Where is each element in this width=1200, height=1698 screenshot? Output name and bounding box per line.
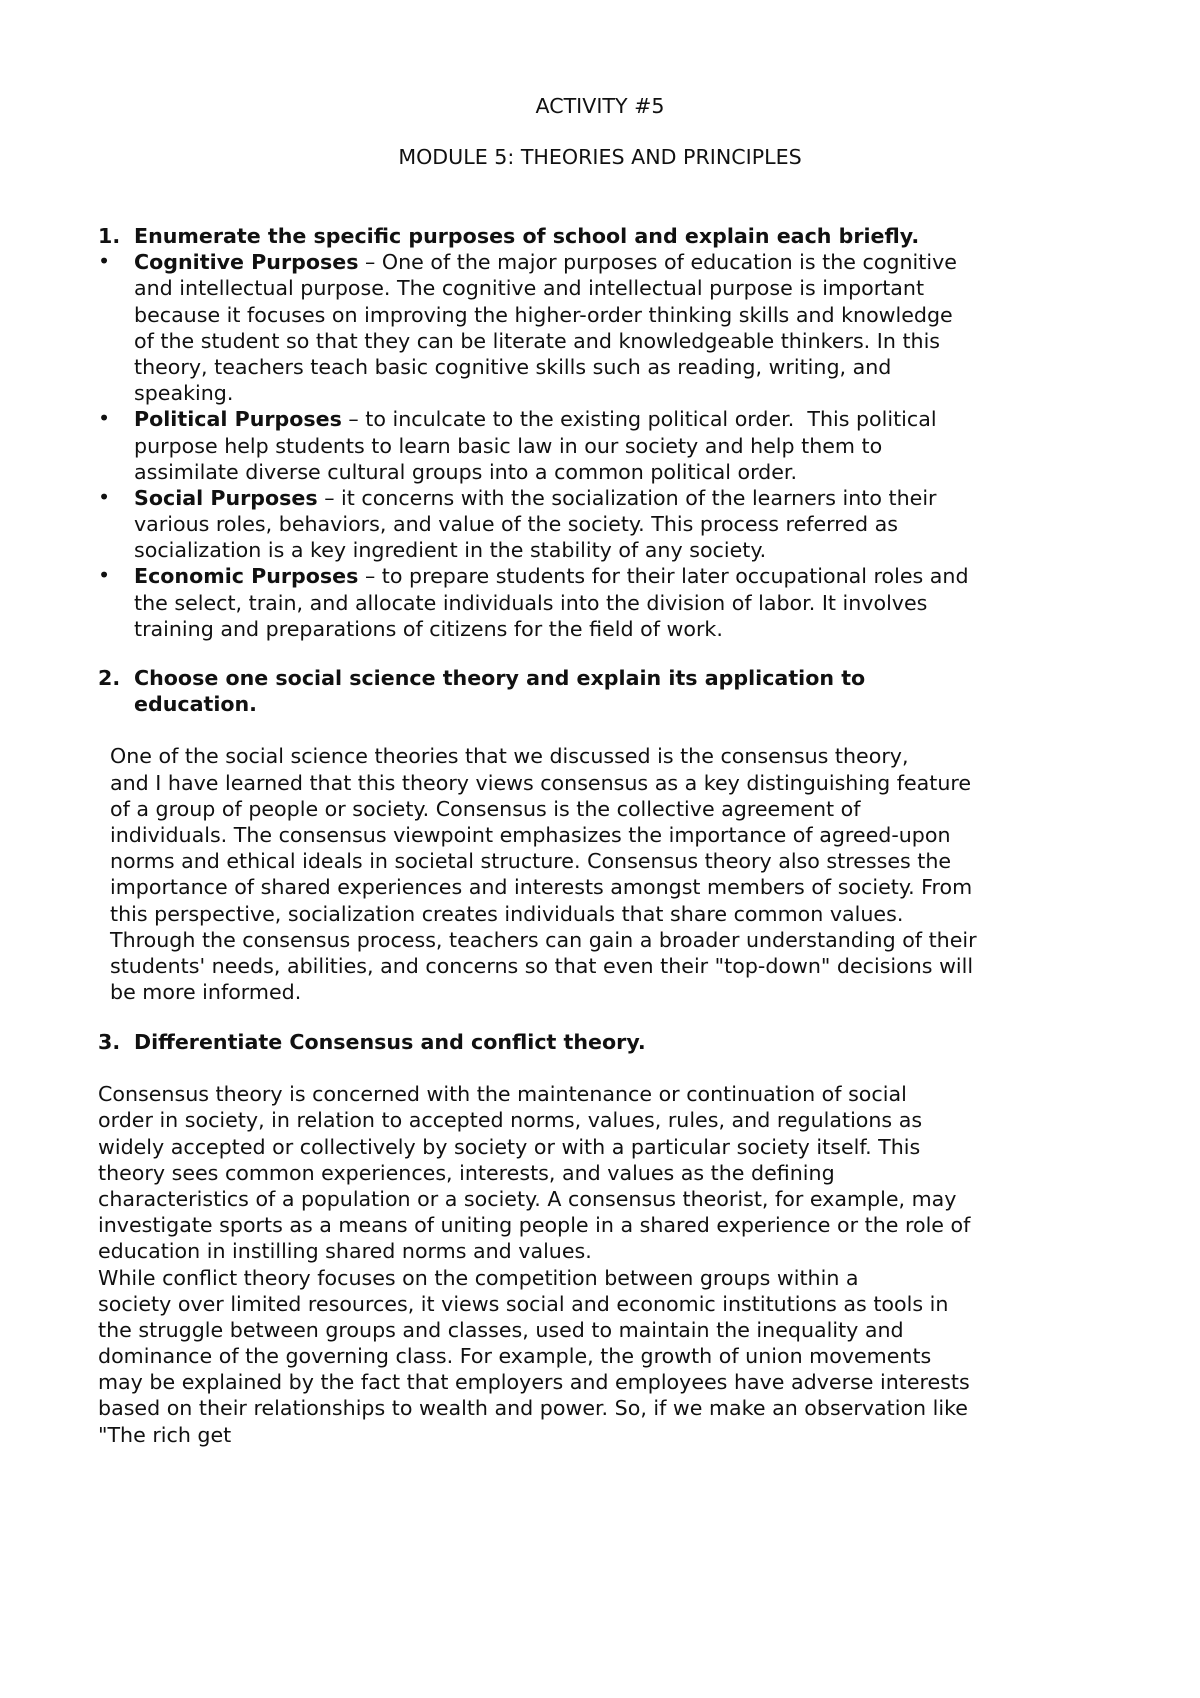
text-line <box>134 275 969 301</box>
question-1-heading <box>98 223 969 249</box>
purpose-item <box>98 485 969 564</box>
answer-3-paragraph-2 <box>98 1265 970 1448</box>
text-line: based on their relationships to wealth and power. So, if we make an observation like <box>98 1396 968 1421</box>
purpose-text: assimilate diverse cultural groups into a common political order. <box>134 459 798 484</box>
text-line <box>134 433 969 459</box>
question-3 <box>98 1029 970 1448</box>
purpose-label: Cognitive Purposes <box>134 250 359 275</box>
text-line: characteristics of a population or a society. A consensus theorist, for example, may <box>98 1186 957 1211</box>
purpose-text: various roles, behaviors, and value of the society. This process referred as <box>134 512 898 537</box>
text-line: order in society, in relation to accepted norms, values, rules, and regulations as <box>98 1108 923 1133</box>
activity-title: ACTIVITY #5 <box>535 94 665 118</box>
question-number: 1. <box>98 224 121 248</box>
text-line: dominance of the governing class. For example, the growth of union movements <box>98 1344 932 1369</box>
answer-3-paragraph-1 <box>98 1081 970 1264</box>
question-number: 2. <box>98 666 121 690</box>
text-line: importance of shared experiences and interests amongst members of society. From <box>110 875 973 900</box>
question-2-heading <box>98 665 977 691</box>
purpose-label: Social Purposes <box>134 485 318 510</box>
purpose-text: purpose help students to learn basic law in our society and help them to <box>134 433 883 458</box>
text-line: investigate sports as a means of uniting people in a shared experience or the role of <box>98 1213 971 1238</box>
bullet-icon: • <box>98 563 111 588</box>
text-line: Through the consensus process, teachers can gain a broader understanding of their <box>110 927 977 952</box>
text-line: theory sees common experiences, interests, and values as the defining <box>98 1160 835 1185</box>
bullet-icon: • <box>98 484 111 509</box>
text-line: While conflict theory focuses on the competition between groups within a <box>98 1265 859 1290</box>
text-line: the struggle between groups and classes, used to maintain the inequality and <box>98 1317 904 1342</box>
text-line: Consensus theory is concerned with the maintenance or continuation of social <box>98 1082 907 1107</box>
purpose-text: socialization is a key ingredient in the stability of any society. <box>134 538 767 563</box>
text-line <box>134 511 969 537</box>
purpose-item <box>98 406 969 485</box>
question-1 <box>98 223 969 642</box>
purpose-text: – One of the major purposes of education is the cognitive <box>358 250 957 275</box>
text-line <box>134 563 969 589</box>
bullet-icon: • <box>98 406 111 431</box>
text-line: students' needs, abilities, and concerns so that even their "top-down" decisions will <box>110 953 974 978</box>
purpose-list <box>98 249 969 642</box>
question-text: Differentiate Consensus and conflict theory. <box>134 1030 646 1054</box>
text-line: widely accepted or collectively by society or with a particular society itself. This <box>98 1134 921 1159</box>
bullet-icon: • <box>98 249 111 274</box>
purpose-item <box>98 249 969 406</box>
question-2-heading-cont: education. <box>134 692 258 717</box>
purpose-text: theory, teachers teach basic cognitive skills such as reading, writing, and <box>134 354 892 379</box>
purpose-item <box>98 563 969 642</box>
text-line <box>134 590 969 616</box>
text-line: of a group of people or society. Consensus is the collective agreement of <box>110 796 861 821</box>
text-line <box>134 485 969 511</box>
question-3-heading <box>98 1029 970 1055</box>
text-line: individuals. The consensus viewpoint emphasizes the importance of agreed-upon <box>110 822 951 847</box>
text-line <box>134 380 969 406</box>
purpose-label: Political Purposes <box>134 407 342 432</box>
text-line: may be explained by the fact that employers and employees have adverse interests <box>98 1370 970 1395</box>
text-line <box>134 459 969 485</box>
purpose-text: the select, train, and allocate individuals into the division of labor. It involves <box>134 590 928 615</box>
purpose-label: Economic Purposes <box>134 564 359 589</box>
text-line <box>134 249 969 275</box>
text-line: society over limited resources, it views social and economic institutions as tools in <box>98 1291 949 1316</box>
purpose-text: because it focuses on improving the higher-order thinking skills and knowledge <box>134 302 953 327</box>
text-line <box>134 328 969 354</box>
purpose-text: training and preparations of citizens for the field of work. <box>134 616 723 641</box>
text-line <box>134 537 969 563</box>
purpose-text: – to prepare students for their later occupational roles and <box>358 564 969 589</box>
text-line: education in instilling shared norms and values. <box>98 1239 592 1264</box>
text-line: One of the social science theories that we discussed is the consensus theory, <box>110 744 909 769</box>
text-line: "The rich get <box>98 1422 232 1447</box>
text-line: norms and ethical ideals in societal structure. Consensus theory also stresses the <box>110 849 952 874</box>
text-line <box>134 354 969 380</box>
text-line <box>134 616 969 642</box>
purpose-text: – to inculcate to the existing political order. This political <box>341 407 937 432</box>
question-2 <box>98 665 977 1005</box>
purpose-text: speaking. <box>134 381 234 406</box>
answer-2 <box>110 743 977 1005</box>
purpose-text: – it concerns with the socialization of the learners into their <box>317 485 937 510</box>
text-line <box>134 406 969 432</box>
question-text: Enumerate the specific purposes of school and explain each briefly. <box>134 224 920 248</box>
text-line: this perspective, socialization creates individuals that share common values. <box>110 901 904 926</box>
question-text: Choose one social science theory and explain its application to <box>134 666 866 690</box>
module-title: MODULE 5: THEORIES AND PRINCIPLES <box>398 145 802 169</box>
question-number: 3. <box>98 1030 121 1054</box>
purpose-text: and intellectual purpose. The cognitive and intellectual purpose is important <box>134 276 925 301</box>
purpose-text: of the student so that they can be literate and knowledgeable thinkers. In this <box>134 328 941 353</box>
text-line: be more informed. <box>110 980 302 1005</box>
text-line: and I have learned that this theory views consensus as a key distinguishing feature <box>110 770 972 795</box>
text-line <box>134 302 969 328</box>
